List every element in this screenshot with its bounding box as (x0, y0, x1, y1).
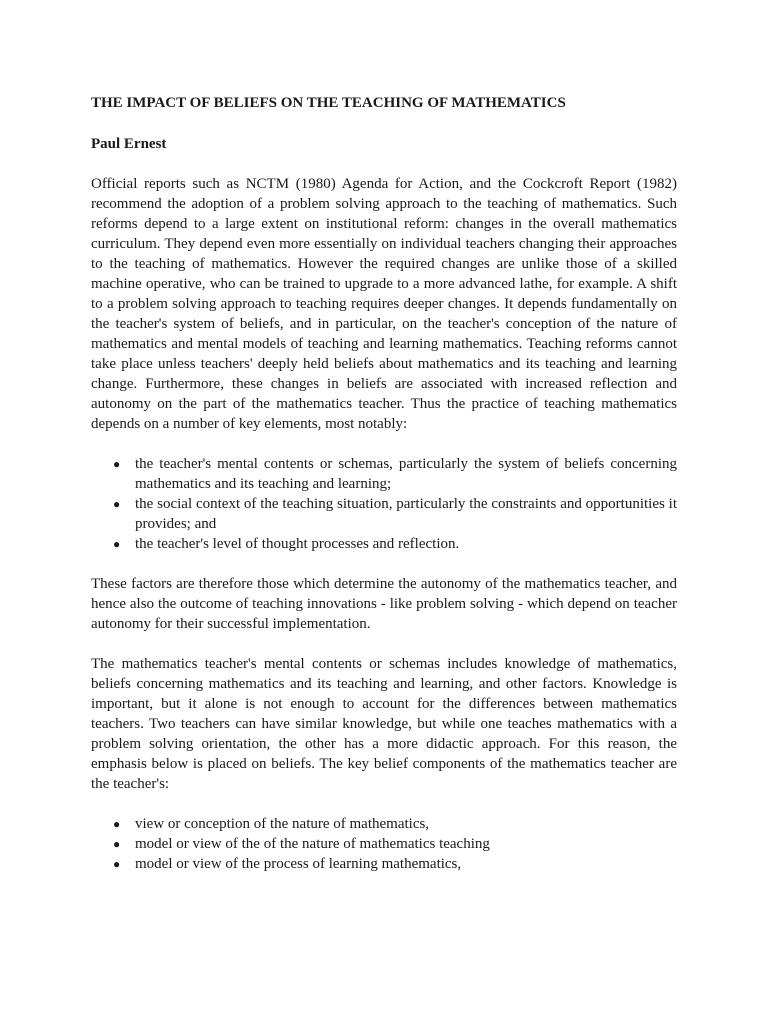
bullet-icon: ● (113, 857, 121, 871)
list-item (91, 834, 677, 854)
paragraph-2: These factors are therefore those which determine the autonomy of the mathematics teacher, and hence also the outcome of teaching innovations - like problem solving - which depend on teacher autonomy for their successful implementation. (91, 576, 677, 632)
list-item-text: model or view of the process of learning mathematics, (135, 856, 462, 872)
list-item-text: the social context of the teaching situation, particularly the constraints and opportunities it provides; and (135, 496, 677, 532)
bullet-icon: ● (113, 497, 121, 511)
list-item-text: the teacher's mental contents or schemas, particularly the system of beliefs concerning mathematics and its teaching and learning; (135, 456, 677, 492)
document-page (91, 93, 677, 894)
bullet-icon: ● (113, 537, 121, 551)
list-item (91, 494, 677, 534)
list-item-text: the teacher's level of thought processes and reflection. (135, 536, 460, 552)
document-title: THE IMPACT OF BELIEFS ON THE TEACHING OF MATHEMATICS (91, 95, 566, 111)
paragraph-1: Official reports such as NCTM (1980) Agenda for Action, and the Cockcroft Report (1982) recommend the adoption of a problem solving approach to the teaching of mathematics. Such reforms depend to a large extent on institutional reform: changes in the overall mathematics curriculum. They depend even more essentially on individual teachers changing their approaches to the teaching of mathematics. However the required changes are unlike those of a skilled machine operative, who can be trained to upgrade to a more advanced lathe, for example. A shift to a problem solving approach to teaching requires deeper changes. It depends fundamentally on the teacher's system of beliefs, and in particular, on the teacher's conception of the nature of mathematics and mental models of teaching and learning mathematics. Teaching reforms cannot take place unless teachers' deeply held beliefs about mathematics and its teaching and learning change. Furthermore, these changes in beliefs are associated with increased reflection and autonomy on the part of the mathematics teacher. Thus the practice of teaching mathematics depends on a number of key elements, most notably: (91, 176, 677, 432)
list-item (91, 454, 677, 494)
bullet-icon: ● (113, 817, 121, 831)
bullet-list-2 (91, 814, 677, 874)
list-item (91, 814, 677, 834)
bullet-list-1 (91, 454, 677, 554)
list-item (91, 854, 677, 874)
document-author: Paul Ernest (91, 136, 167, 152)
list-item-text: model or view of the of the nature of mathematics teaching (135, 836, 490, 852)
bullet-icon: ● (113, 457, 121, 471)
paragraph-3: The mathematics teacher's mental contents or schemas includes knowledge of mathematics, beliefs concerning mathematics and its teaching and learning, and other factors. Knowledge is important, but it alone is not enough to account for the differences between mathematics teachers. Two teachers can have similar knowledge, but while one teaches mathematics with a problem solving orientation, the other has a more didactic approach. For this reason, the emphasis below is placed on beliefs. The key belief components of the mathematics teacher are the teacher's: (91, 656, 677, 792)
bullet-icon: ● (113, 837, 121, 851)
list-item-text: view or conception of the nature of mathematics, (135, 816, 430, 832)
list-item (91, 534, 677, 554)
